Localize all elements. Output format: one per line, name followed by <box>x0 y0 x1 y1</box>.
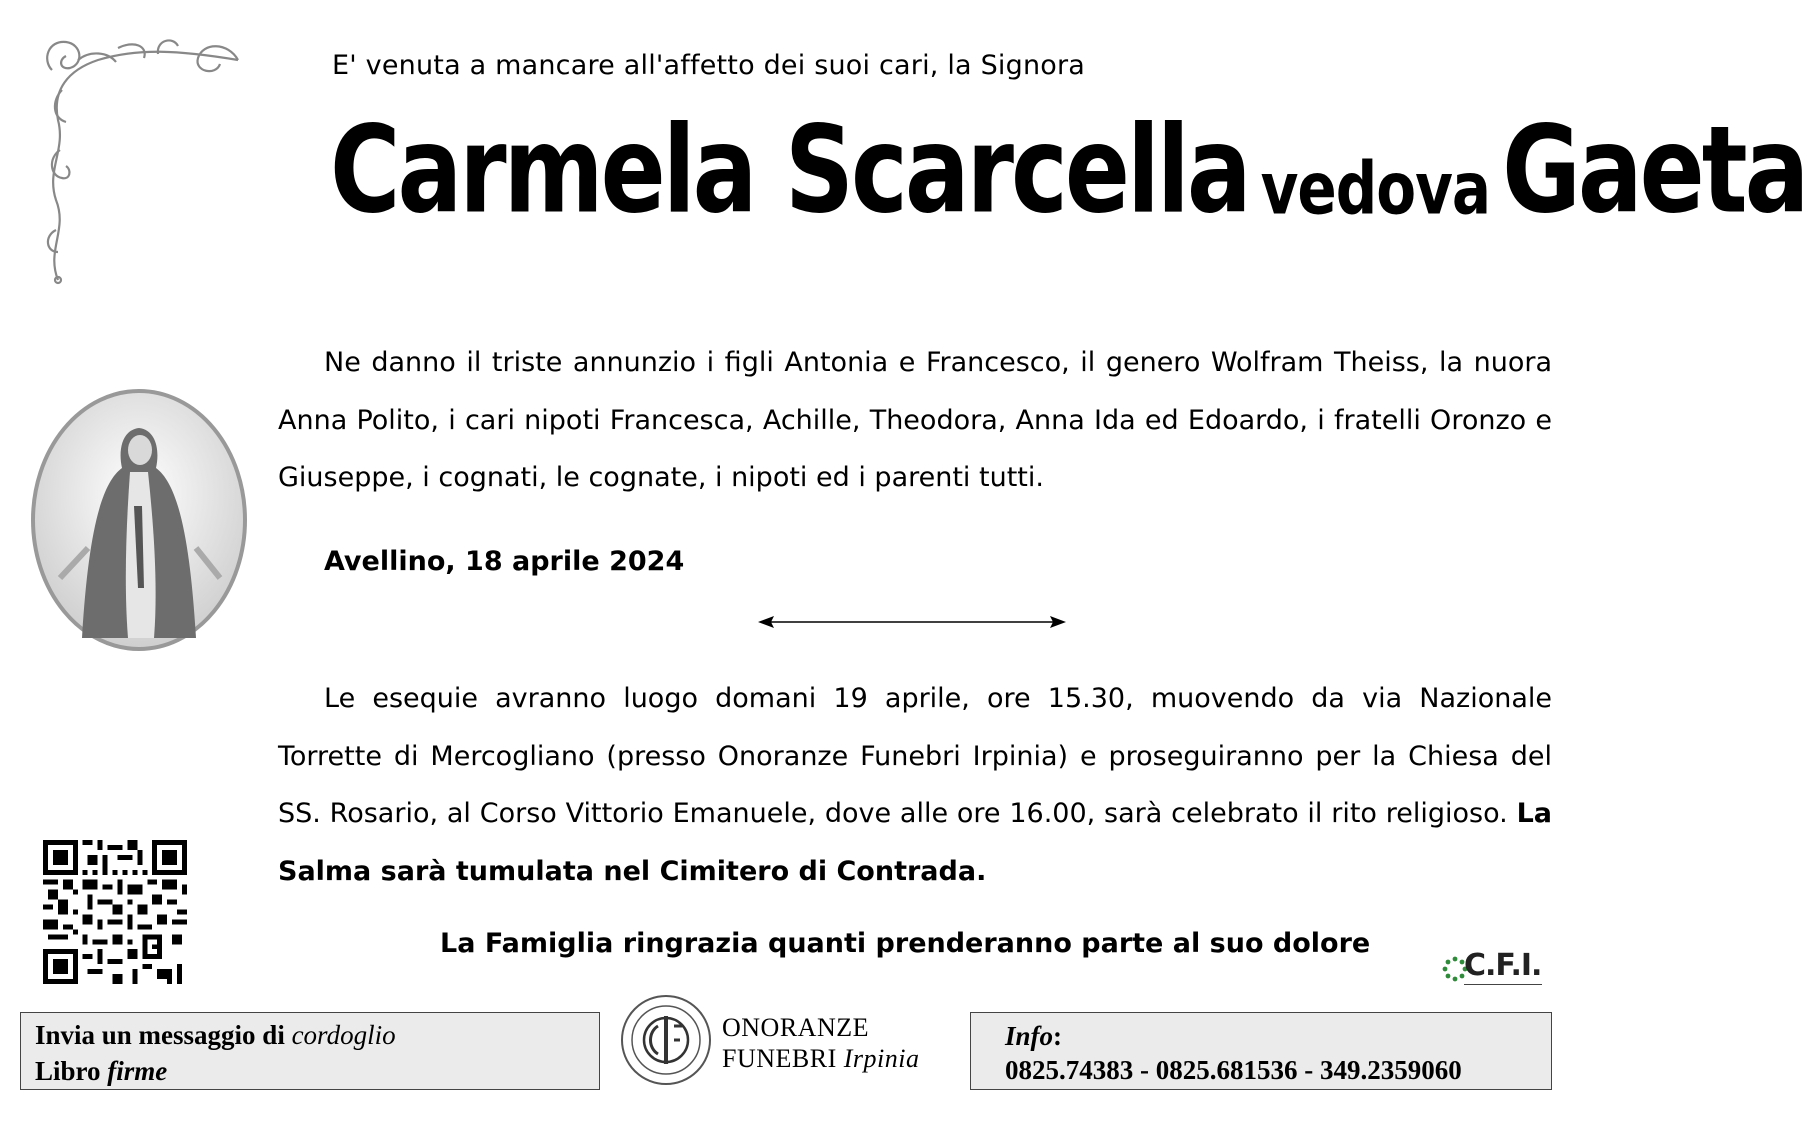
funeral-home-name <box>722 1012 919 1074</box>
qr-code[interactable] <box>42 840 188 984</box>
funeral-home-seal-logo <box>618 992 714 1088</box>
funeral-home-line2-italic: Irpinia <box>843 1044 920 1073</box>
condolence-prefix: Invia un messaggio di <box>35 1020 285 1050</box>
deceased-name <box>330 100 1806 288</box>
double-arrow-divider <box>758 612 1066 632</box>
burial-text: La Salma sarà tumulata nel Cimitero di Contrada. <box>278 798 1552 887</box>
announcement-paragraph <box>278 334 1552 507</box>
funeral-home-line2: FUNEBRI <box>722 1044 837 1073</box>
condolence-word: cordoglio <box>291 1020 396 1050</box>
funeral-paragraph <box>278 670 1552 900</box>
condolence-link[interactable] <box>35 1017 585 1053</box>
guestbook-link[interactable] <box>35 1053 585 1089</box>
cfi-logo <box>1442 948 1542 996</box>
intro-line: E' venuta a mancare all'affetto dei suoi cari, la Signora <box>332 50 1086 81</box>
deceased-connector: vedova <box>1260 146 1491 231</box>
condolence-box[interactable] <box>20 1012 600 1090</box>
announcement-text: Ne danno il triste annunzio i figli Antonia e Francesco, il genero Wolfram Theiss, la nuora Anna Polito, i cari nipoti Francesca, Achille, Theodora, Anna Ida ed Edoardo, i fratelli Oronzo e Giuseppe, i cognati, le cognate, i nipoti ed i parenti tutti. <box>278 347 1552 493</box>
guestbook-word: firme <box>107 1056 168 1086</box>
cfi-logo-text: C.F.I. <box>1464 948 1542 983</box>
guestbook-prefix: Libro <box>35 1056 101 1086</box>
corner-ornament <box>38 30 248 282</box>
info-label: Info <box>1005 1021 1054 1051</box>
cfi-logo-underline <box>1464 984 1542 985</box>
madonna-portrait <box>30 388 248 652</box>
deceased-married-name: Gaeta <box>1502 100 1806 240</box>
phone-numbers[interactable]: 0825.74383 - 0825.681536 - 349.2359060 <box>1005 1055 1462 1085</box>
thanks-line: La Famiglia ringrazia quanti prenderanno parte al suo dolore <box>440 928 1371 959</box>
funeral-home-line1: ONORANZE <box>722 1013 869 1042</box>
funeral-text: Le esequie avranno luogo domani 19 aprile, ore 15.30, muovendo da via Nazionale Torrette di Mercogliano (presso Onoranze Funebri Irpinia) e proseguiranno per la Chiesa del SS. Rosario, al Corso Vittorio Emanuele, dove alle ore 16.00, sarà celebrato il rito religioso. <box>278 683 1552 829</box>
place-date: Avellino, 18 aprile 2024 <box>324 546 685 577</box>
deceased-name-main: Carmela Scarcella <box>330 100 1249 240</box>
info-box: Info: 0825.74383 - 0825.681536 - 349.2359060 <box>970 1012 1552 1090</box>
